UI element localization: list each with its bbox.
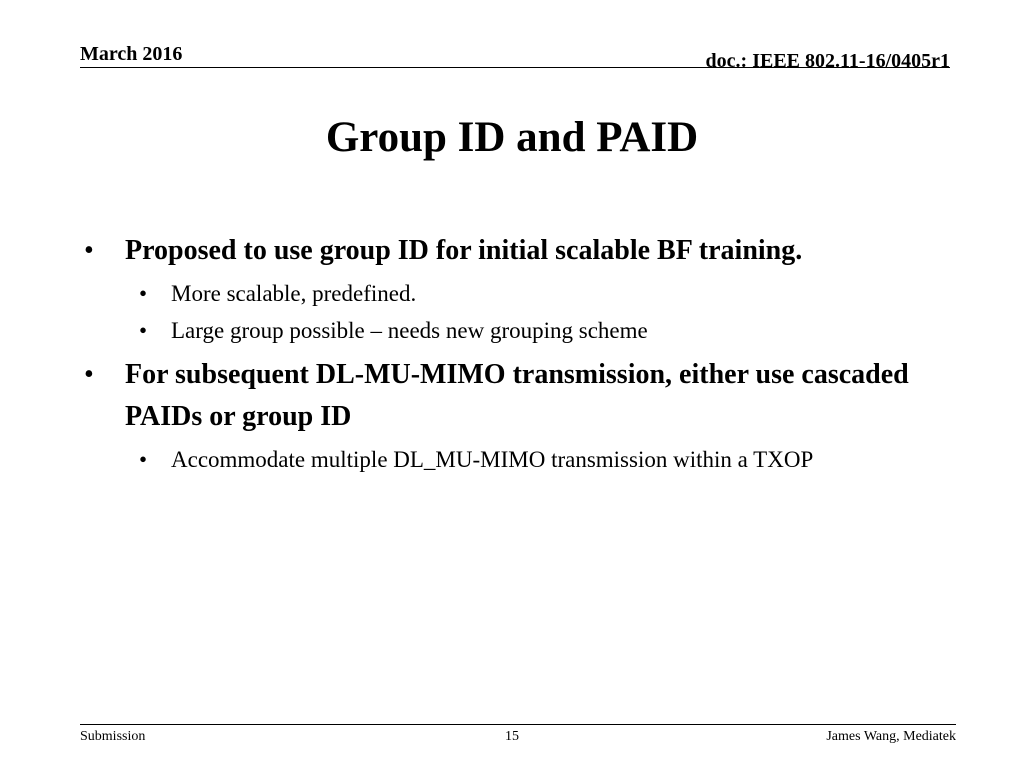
bullet-dot-icon: • bbox=[84, 235, 94, 266]
header-date: March 2016 bbox=[80, 43, 183, 65]
bullet-item-2 bbox=[84, 354, 924, 438]
sub-bullet-item-1-1 bbox=[139, 278, 924, 309]
bullet-item-1 bbox=[84, 230, 924, 272]
footer-author: James Wang, Mediatek bbox=[826, 729, 956, 744]
slide-title: Group ID and PAID bbox=[325, 114, 699, 161]
sub-bullet-item-1-2 bbox=[139, 315, 924, 346]
sub-bullet-text: More scalable, predefined. bbox=[171, 281, 417, 306]
sub-bullet-text: Accommodate multiple DL_MU-MIMO transmission within a TXOP bbox=[171, 447, 814, 472]
bullet-dot-icon: • bbox=[139, 318, 148, 343]
footer-rule bbox=[80, 724, 956, 725]
bullet-dot-icon: • bbox=[139, 281, 148, 306]
header-rule bbox=[80, 67, 950, 68]
bullet-dot-icon: • bbox=[84, 359, 94, 390]
footer-submission: Submission bbox=[80, 729, 146, 744]
bullet-text: For subsequent DL-MU-MIMO transmission, either use cascaded PAIDs or group ID bbox=[125, 359, 909, 432]
bullet-text: Proposed to use group ID for initial scalable BF training. bbox=[125, 235, 803, 266]
bullet-dot-icon: • bbox=[139, 447, 148, 472]
slide-body bbox=[84, 230, 924, 475]
footer-page-number: 15 bbox=[505, 729, 519, 744]
sub-bullet-item-2-1 bbox=[139, 444, 924, 475]
sub-bullet-text: Large group possible – needs new grouping scheme bbox=[171, 318, 648, 343]
header-doc-id: doc.: IEEE 802.11-16/0405r1 bbox=[705, 50, 950, 72]
